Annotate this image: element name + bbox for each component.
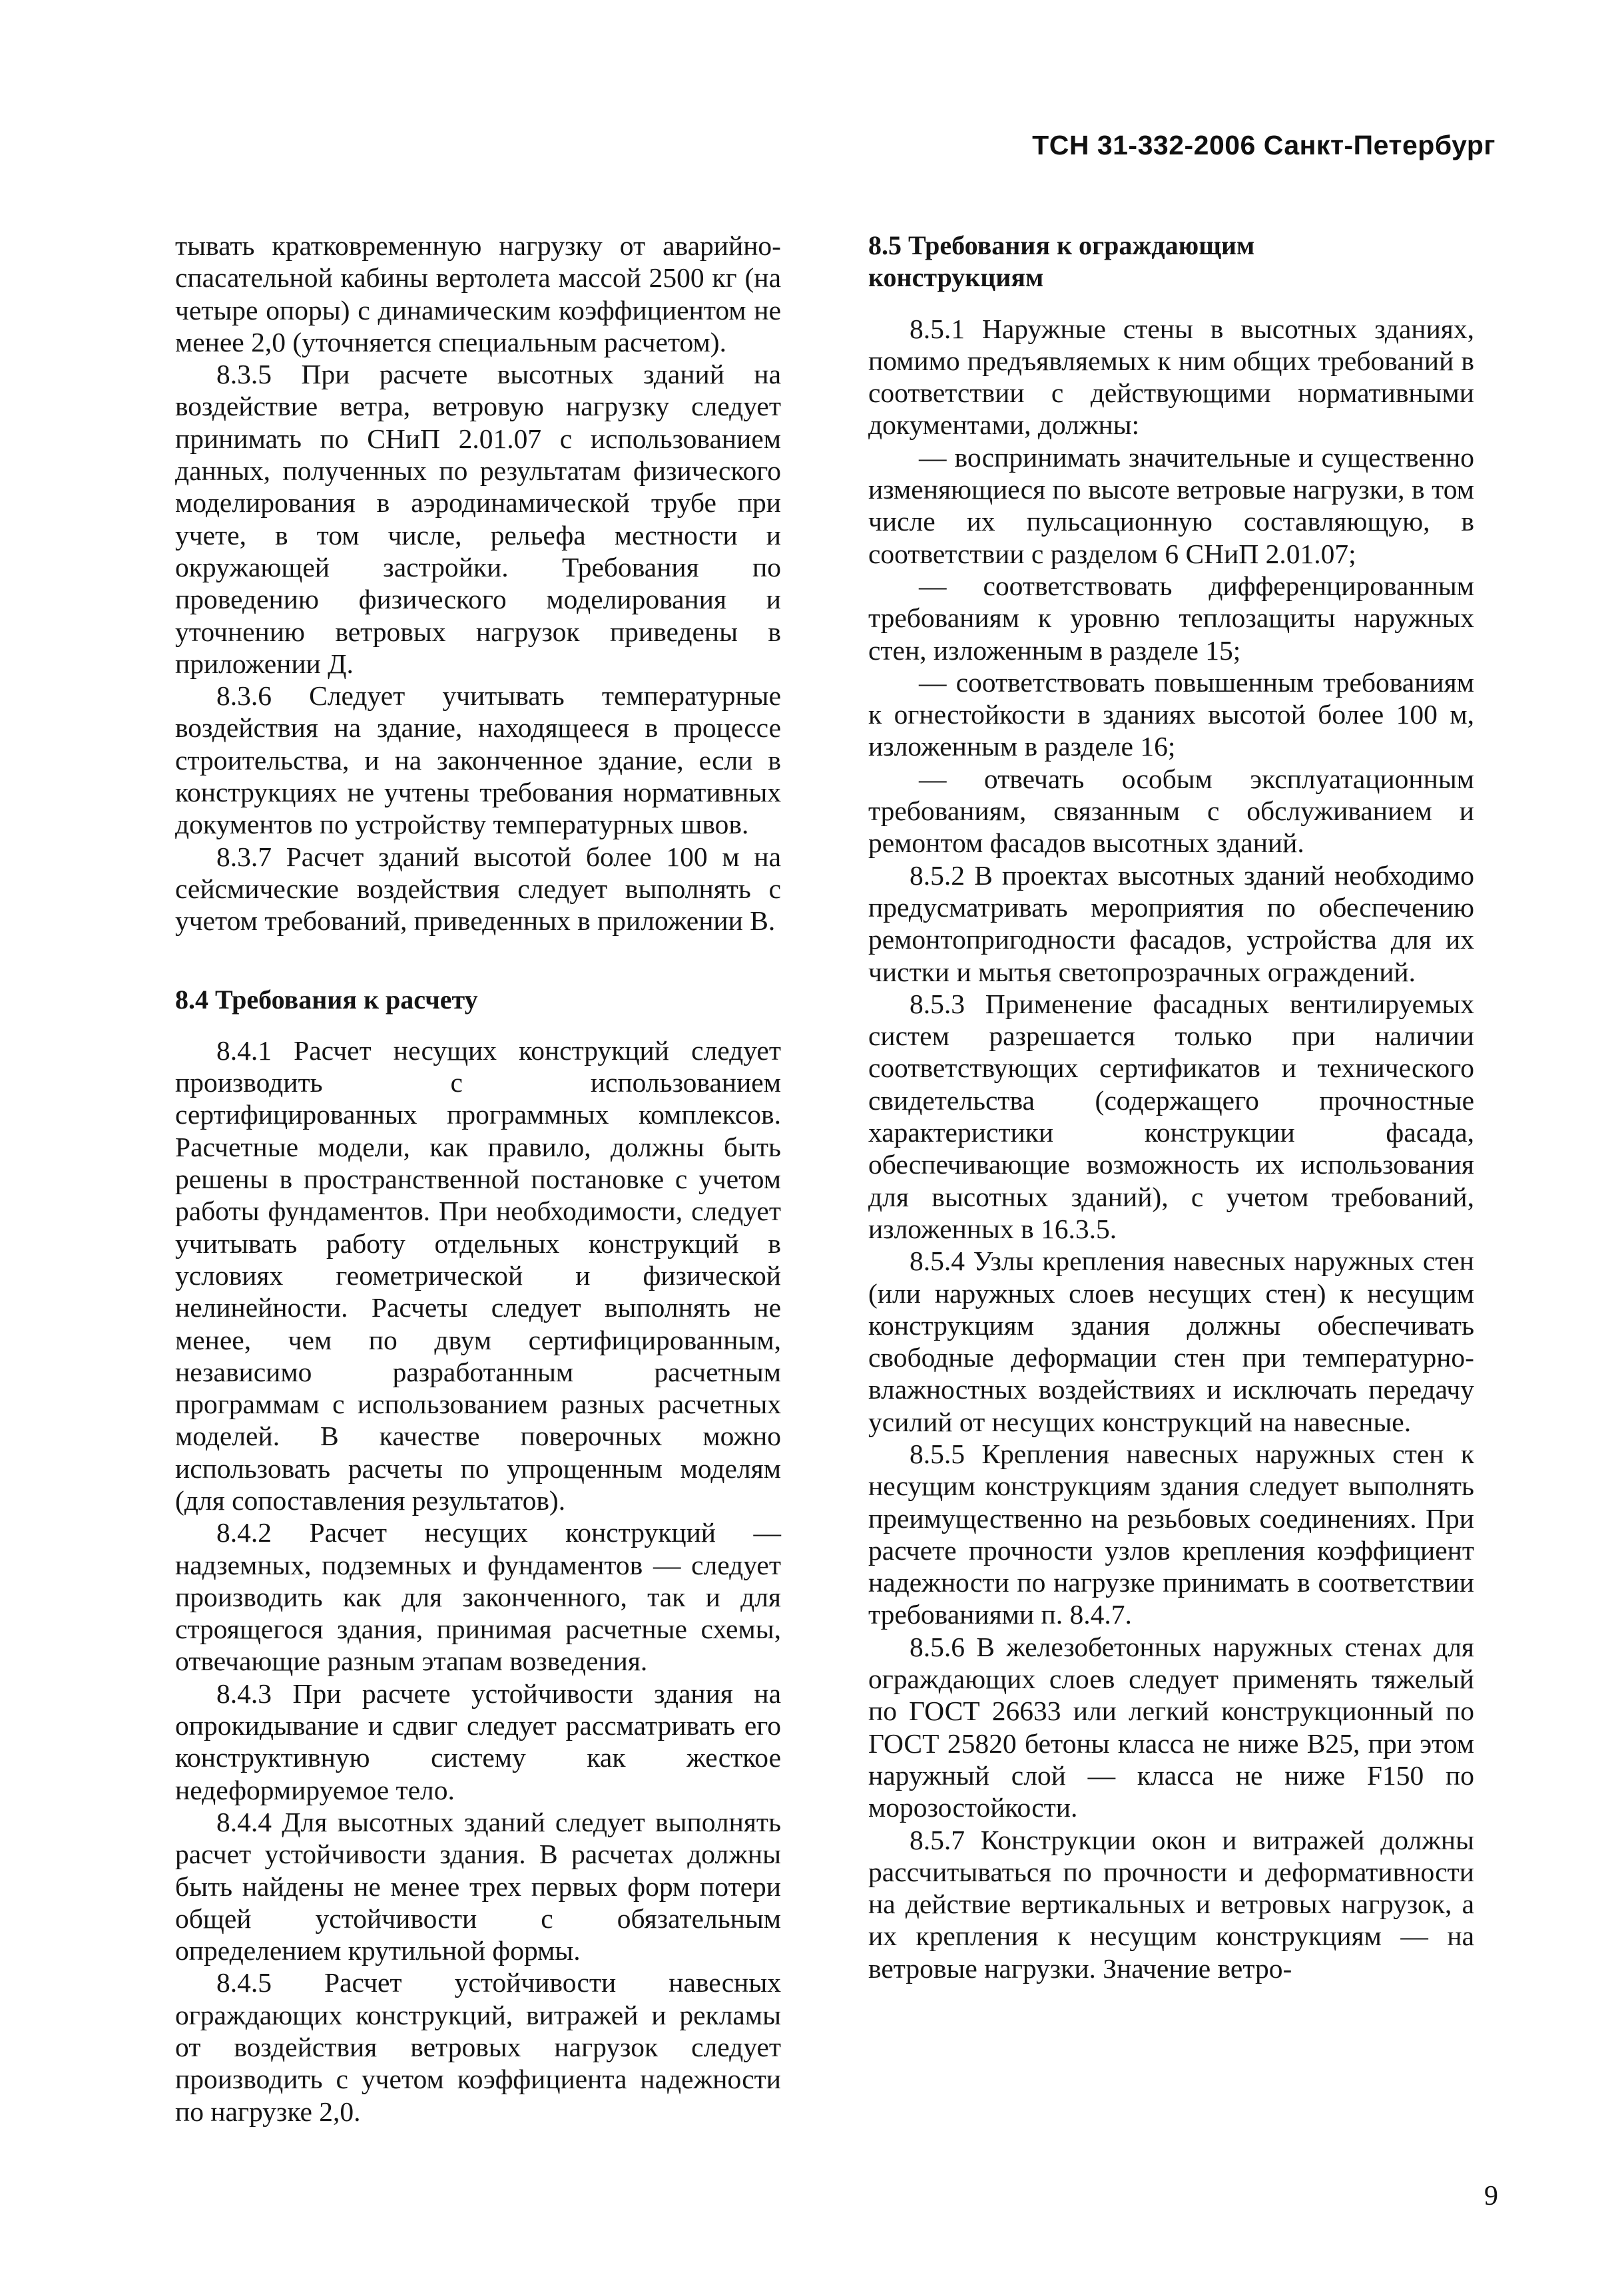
running-header: ТСН 31-332-2006 Санкт-Петербург	[1032, 130, 1495, 160]
paragraph-8-4-2: 8.4.2 Расчет несущих конструкций — надземных, подземных и фундаментов — следует производить как для законченного, так и для строящегося здания, принимая расчетные схемы, отвечающие разным этапам возведения.	[175, 1517, 781, 1677]
paragraph-8-4-1: 8.4.1 Расчет несущих конструкций следует производить с использованием сертифицированных программных комплексов. Расчетные модели, как правило, должны быть решены в пространственной постановке с учетом работы фундаментов. При необходимости, следует учитывать работу отдельных конструкций в условиях геометрической и физической нелинейности. Расчеты следует выполнять не менее, чем по двум сертифицированным, независимо разработанным расчетным программам с использованием разных расчетных моделей. В качестве поверочных можно использовать расчеты по упрощенным моделям (для сопоставления результатов).	[175, 1034, 781, 1516]
right-column	[868, 230, 1474, 1984]
paragraph-continuation: тывать кратковременную нагрузку от аварийно-спасательной кабины вертолета массой 2500 кг (на четыре опоры) с динамическим коэффициентом не менее 2,0 (уточняется специальным расчетом).	[175, 230, 781, 357]
paragraph-8-5-3: 8.5.3 Применение фасадных вентилируемых систем разрешается только при наличии соответствующих сертификатов и технического свидетельства (содержащего прочностные характеристики конструкции фасада, обеспечивающие возможность их использования для высотных зданий), с учетом требований, изложенных в 16.3.5.	[868, 988, 1474, 1244]
paragraph-8-5-7: 8.5.7 Конструкции окон и витражей должны рассчитываться по прочности и деформативности на действие вертикальных и ветровых нагрузок, а их крепления к несущим конструкциям — на ветровые нагрузки. Значение ветро-	[868, 1824, 1474, 1984]
paragraph-8-4-4: 8.4.4 Для высотных зданий следует выполнять расчет устойчивости здания. В расчетах должны быть найдены не менее трех первых форм потери общей устойчивости с обязательным определением крутильной формы.	[175, 1806, 781, 1966]
paragraph-8-5-2: 8.5.2 В проектах высотных зданий необходимо предусматривать мероприятия по обеспечению ремонтопригодности фасадов, устройства для их чистки и мытья светопрозрачных ограждений.	[868, 859, 1474, 987]
section-spacer	[175, 1016, 781, 1034]
left-column	[175, 230, 781, 2128]
paragraph-8-4-3: 8.4.3 При расчете устойчивости здания на опрокидывание и сдвиг следует рассматривать его конструктивную систему как жесткое недеформируемое тело.	[175, 1678, 781, 1805]
paragraph-8-5-4: 8.5.4 Узлы крепления навесных наружных стен (или наружных слоев несущих стен) к несущим конструкциям здания должны обеспечивать свободные деформации стен при температурно-влажностных воздействиях и исключать передачу усилий от несущих конструкций на навесные.	[868, 1246, 1474, 1437]
list-item-dash-4: — отвечать особым эксплуатационным требованиям, связанным с обслуживанием и ремонтом фасадов высотных зданий.	[868, 763, 1474, 859]
paragraph-8-3-5: 8.3.5 При расчете высотных зданий на воздействие ветра, ветровую нагрузку следует принимать по СНиП 2.01.07 с использованием данных, полученных по результатам физического моделирования в аэродинамической трубе при учете, в том числе, рельефа местности и окружающей застройки. Требования по проведению физического моделирования и уточнению ветровых нагрузок приведены в приложении Д.	[175, 359, 781, 679]
paragraph-8-3-7: 8.3.7 Расчет зданий высотой более 100 м на сейсмические воздействия следует выполнять с учетом требований, приведенных в приложении В.	[175, 841, 781, 937]
paragraph-8-5-5: 8.5.5 Крепления навесных наружных стен к несущим конструкциям здания следует выполнять преимущественно на резьбовых соединениях. При расчете прочности узлов крепления коэффициент надежности по нагрузке принимать в соответствии требованиями п. 8.4.7.	[868, 1438, 1474, 1630]
page-number: 9	[1484, 2181, 1498, 2211]
paragraph-8-5-1: 8.5.1 Наружные стены в высотных зданиях, помимо предъявляемых к ним общих требований в соответствии с действующими нормативными документами, должны:	[868, 313, 1474, 441]
section-spacer	[175, 937, 781, 984]
list-item-dash-1: — воспринимать значительные и существенно изменяющиеся по высоте ветровые нагрузки, в том числе их пульсационную составляющую, в соответствии с разделом 6 СНиП 2.01.07;	[868, 441, 1474, 569]
section-heading-8-5: 8.5 Требования к ограждающим конструкциям	[868, 230, 1255, 293]
list-item-dash-3: — соответствовать повышенным требованиям к огнестойкости в зданиях высотой более 100 м, изложенным в разделе 16;	[868, 666, 1474, 762]
paragraph-8-5-6: 8.5.6 В железобетонных наружных стенах для ограждающих слоев следует применять тяжелый по ГОСТ 26633 или легкий конструкционный по ГОСТ 25820 бетоны класса не ниже В25, при этом наружный слой — класса не ниже F150 по морозостойкости.	[868, 1631, 1474, 1823]
paragraph-8-4-5: 8.4.5 Расчет устойчивости навесных ограждающих конструкций, витражей и рекламы от воздействия ветровых нагрузок следует производить с учетом коэффициента надежности по нагрузке 2,0.	[175, 1967, 781, 2127]
section-spacer	[868, 294, 1474, 313]
section-heading-8-4: 8.4 Требования к расчету	[175, 984, 478, 1015]
paragraph-8-3-6: 8.3.6 Следует учитывать температурные воздействия на здание, находящееся в процессе строительства, и на законченное здание, если в конструкциях не учтены требования нормативных документов по устройству температурных швов.	[175, 680, 781, 840]
list-item-dash-2: — соответствовать дифференцированным требованиям к уровню теплозащиты наружных стен, изложенным в разделе 15;	[868, 570, 1474, 666]
